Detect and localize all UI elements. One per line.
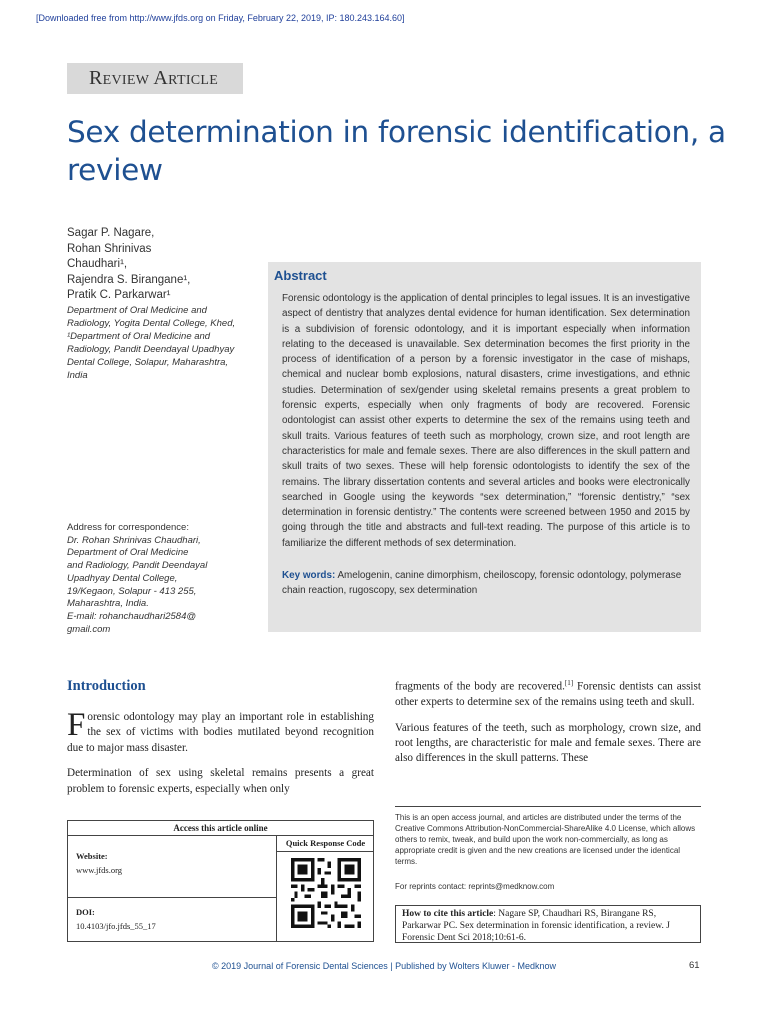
correspondence-email[interactable]: E-mail: rohanchaudhari2584@ [67, 610, 196, 622]
website-link[interactable]: www.jfds.org [76, 865, 123, 875]
abstract-heading: Abstract [274, 268, 327, 283]
journal-footer: © 2019 Journal of Forensic Dental Sciences | Published by Wolters Kluwer - Medknow [212, 961, 556, 971]
abstract-box [268, 262, 701, 632]
introduction-heading: Introduction [67, 678, 146, 694]
website-info [76, 849, 122, 877]
reference-link[interactable]: [1] [564, 679, 574, 687]
correspondence-address [67, 522, 247, 636]
body-paragraph: Various features of the teeth, such as morphology, crown size, and root lengths, are characteristic for male and female sexes. There are also differences in the skull patterns. These [395, 721, 701, 765]
body-paragraph [67, 707, 374, 756]
body-left-column [67, 707, 374, 807]
keywords [274, 568, 690, 599]
doi-label: DOI: [76, 907, 95, 917]
access-article-box [67, 820, 374, 942]
keywords-label: Key words: [282, 570, 336, 582]
citation-label: How to cite this article [402, 909, 494, 919]
correspondence-line: and Radiology, Pandit Deendayal [67, 560, 208, 572]
download-notice: [Downloaded free from http://www.jfds.org on Friday, February 22, 2019, IP: 180.243.164.60] [36, 13, 405, 23]
correspondence-line: Upadhyay Dental College, [67, 572, 178, 584]
author-affiliation: Department of Oral Medicine and Radiology, Yogita Dental College, Khed, ¹Department of Oral Medicine and Radiology, Pandit Deendayal Upadhyay Dental College, Solapur, Maharashtra, India [67, 305, 236, 381]
author-name: Rohan Shrinivas [67, 242, 152, 255]
correspondence-line: Department of Oral Medicine [67, 547, 189, 559]
author-name: Pratik C. Parkarwar¹ [67, 289, 171, 301]
reprints-contact: For reprints contact: reprints@medknow.com [395, 882, 555, 891]
correspondence-line: Maharashtra, India. [67, 598, 149, 610]
divider [395, 806, 701, 807]
page-number: 61 [689, 960, 700, 971]
paragraph-text: Forensic dentists can assist other experts to determine sex of the remains using teeth and skull. [395, 680, 701, 709]
qr-code-icon[interactable] [291, 858, 361, 928]
qr-code-cell [276, 852, 374, 942]
body-right-column [395, 676, 701, 777]
correspondence-line: Dr. Rohan Shrinivas Chaudhari, [67, 534, 201, 546]
author-name: Sagar P. Nagare, [67, 227, 155, 239]
open-access-note: This is an open access journal, and articles are distributed under the terms of the Creative Commons Attribution-NonCommercial-ShareAlike 4.0 License, which allows others to remix, tweak, and build upon the work non-commercially, as long as appropriate credit is given and the new creations are licensed under the identical terms. [395, 813, 696, 866]
abstract-text: Forensic odontology is the application of dental principles to legal issues. It is an investigative aspect of dentistry that analyzes dental evidence for human identification. Sex determination is a subdivision of forensic odontology, and it is important especially when information relating to the deceased is unavailable. Sex determination becomes the first priority in the process of identification of a person by a forensic investigator in the case of mishaps, chemical and nuclear bomb explosions, natural disasters, crime investigations, and ethnic studies. Determination of sex/gender using skeletal remains presents a great problem to forensic experts, especially when only fragments of body are recovered. Forensic odontologist can assist other experts to determine the sex of the remains using teeth and skull traits. Various features of teeth such as morphology, crown size, and root length are characteristics for male and female sexes. There are also differences in the skull pattern and skull traits of two sexes. These will help forensic odontologists to identify the sex of the remains. The library dissertation contents and several articles and books were electronically searched in Google using the keywords “sex determination,” “forensic dentistry,” “sex determination in forensic dentistry.” The contents were screened between 1950 and 2015 by going through the title and abstracts and full-text reading. The purpose of this article is to familiarize the different methods of sex determination. [282, 293, 690, 549]
website-label: Website: [76, 851, 108, 861]
article-title: Sex determination in forensic identification, a review [67, 115, 726, 187]
author-name: Chaudhari¹, [67, 258, 128, 270]
divider [68, 897, 276, 898]
author-list [67, 226, 237, 304]
doi-info [76, 905, 156, 933]
paragraph-text: orensic odontology may play an important role in establishing the sex of victims with bodies mutilated beyond recognition due to major mass disaster. [67, 711, 374, 754]
correspondence-heading: Address for correspondence: [67, 522, 189, 533]
correspondence-email[interactable]: gmail.com [67, 623, 111, 635]
author-name: Rajendra S. Birangane¹, [67, 273, 191, 286]
paragraph-text: fragments of the body are recovered. [395, 680, 565, 693]
keywords-text: Amelogenin, canine dimorphism, cheiloscopy, forensic odontology, polymerase chain reaction, rugoscopy, sex determination [282, 570, 682, 597]
citation-text: : Nagare SP, Chaudhari RS, Birangane RS, Parkarwar PC. Sex determination in forensic identification, a review. J Forensic Dent Sci 2018;10:61-6. [402, 909, 670, 943]
article-type-badge: Review Article [67, 63, 243, 94]
body-paragraph: Determination of sex using skeletal remains presents a great problem to forensic experts, especially when only [67, 767, 374, 795]
citation-box [395, 905, 701, 943]
qr-code-label: Quick Response Code [276, 836, 374, 852]
correspondence-line: 19/Kegaon, Solapur - 413 255, [67, 585, 197, 597]
body-paragraph [395, 676, 701, 711]
doi-link[interactable]: 10.4103/jfo.jfds_55_17 [76, 921, 156, 931]
drop-cap: F [67, 707, 86, 743]
access-title: Access this article online [68, 821, 373, 836]
